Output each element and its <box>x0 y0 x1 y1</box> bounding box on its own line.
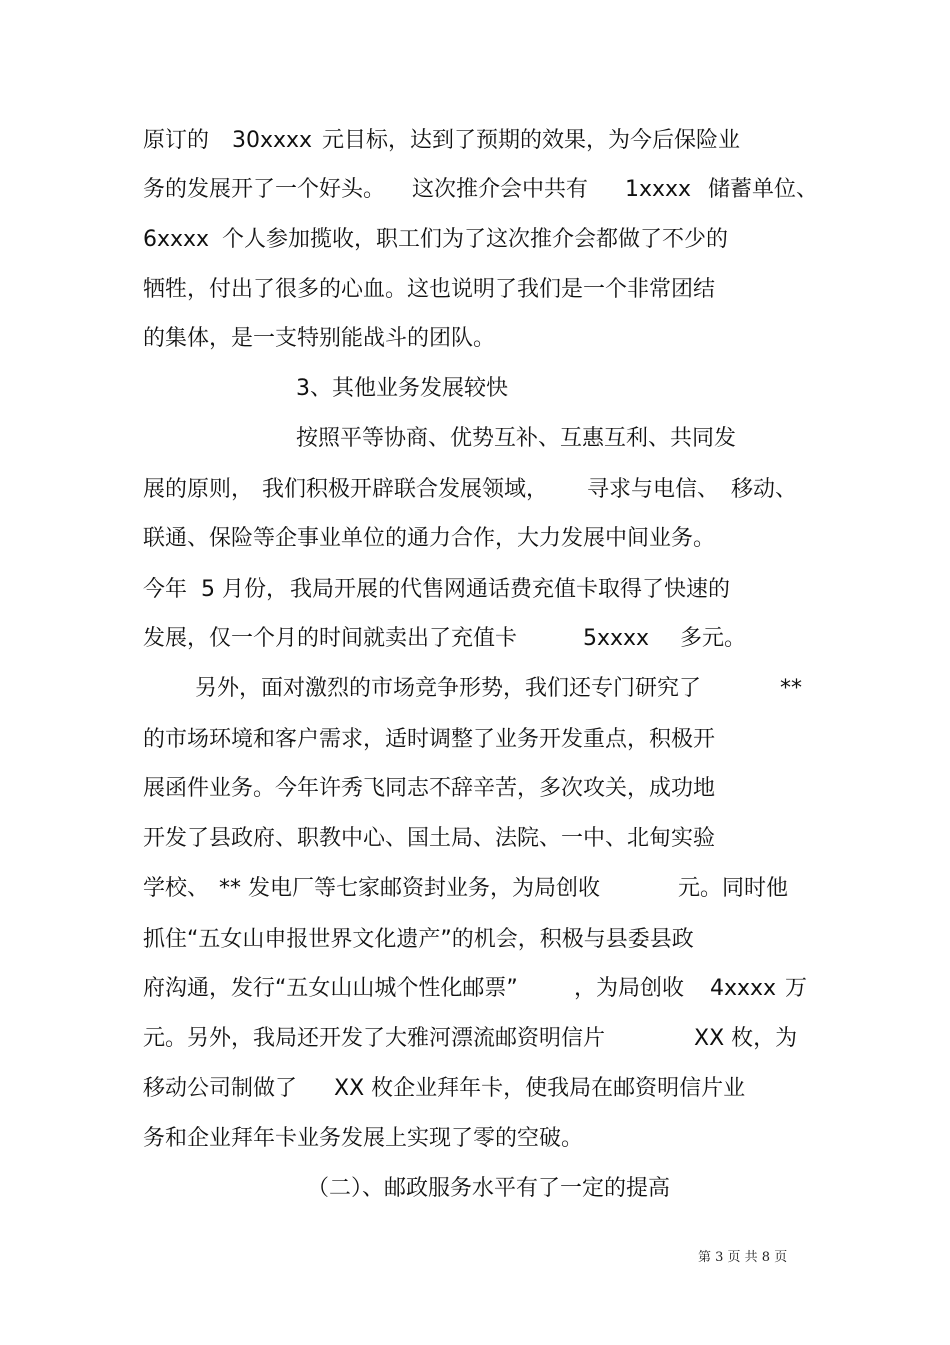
text-segment: 元。另外，我局还开发了大雅河漂流邮资明信片 <box>143 1026 606 1051</box>
text-segment: 务的发展开了一个好头。 <box>143 177 386 202</box>
text-segment: 牺牲，付出了很多的心血。这也说明了我们是一个非常团结 <box>143 277 716 302</box>
text-segment: 移动、 <box>731 477 798 502</box>
text-segment: 寻求与电信、 <box>587 477 720 502</box>
text-segment: 抓住“五女山申报世界文化遗产”的机会，积极与县委县政 <box>143 927 694 952</box>
text-segment: 4xxxx <box>710 976 777 1001</box>
text-segment: 今年 <box>143 577 188 602</box>
text-segment: XX 枚，为 <box>694 1026 798 1051</box>
text-segment: 按照平等协商、优势互补、互惠互利、共同发 <box>296 426 737 451</box>
text-segment: 另外，面对激烈的市场竞争形势，我们还专门研究了 <box>195 676 702 701</box>
text-segment: 府沟通，发行“五女山山城个性化邮票” <box>143 976 518 1001</box>
text-segment: 元。同时他 <box>678 876 789 901</box>
text-segment: ** 发电厂等七家邮资封业务，为局创收 <box>219 876 600 901</box>
page-footer: 第 3 页 共 8 页 <box>698 1250 788 1265</box>
text-segment: 多元。 <box>680 626 747 651</box>
text-segment: 1xxxx <box>625 177 692 202</box>
text-segment: 这次推介会中共有 <box>412 177 589 202</box>
text-segment: 6xxxx <box>143 227 210 252</box>
text-segment: 展函件业务。今年许秀飞同志不辞辛苦，多次攻关，成功地 <box>143 776 716 801</box>
text-segment: ，为局创收 <box>574 976 685 1001</box>
text-segment: 原订的 <box>143 128 210 153</box>
text-segment: 30xxxx <box>232 128 313 153</box>
text-segment: 学校、 <box>143 876 210 901</box>
text-segment: ** <box>780 676 802 701</box>
text-segment: （二）、邮政服务水平有了一定的提高 <box>307 1176 671 1201</box>
text-segment: 我局开展的代售网通话费充值卡取得了快速的 <box>290 577 731 602</box>
text-segment: 5 月份， <box>201 577 288 602</box>
text-segment: 联通、保险等企事业单位的通力合作，大力发展中间业务。 <box>143 526 716 551</box>
text-segment: 务和企业拜年卡业务发展上实现了零的空破。 <box>143 1126 584 1151</box>
text-segment: 万 <box>785 976 808 1001</box>
text-segment: 发展，仅一个月的时间就卖出了充值卡 <box>143 626 518 651</box>
text-segment: XX 枚企业拜年卡，使我局在邮资明信片业 <box>334 1076 746 1101</box>
text-segment: 开发了县政府、职教中心、国土局、法院、一中、北甸实验 <box>143 826 716 851</box>
text-segment: 的集体，是一支特别能战斗的团队。 <box>143 326 496 351</box>
text-segment: 展的原则， <box>143 477 254 502</box>
text-segment: 个人参加揽收，职工们为了这次推介会都做了不少的 <box>222 227 729 252</box>
text-segment: 3、其他业务发展较快 <box>296 376 508 401</box>
text-segment: 元目标，达到了预期的效果，为今后保险业 <box>322 128 741 153</box>
text-segment: 5xxxx <box>583 626 650 651</box>
text-segment: 我们积极开辟联合发展领域， <box>262 477 549 502</box>
text-segment: 储蓄单位、 <box>708 177 819 202</box>
text-segment: 的市场环境和客户需求，适时调整了业务开发重点，积极开 <box>143 727 716 752</box>
text-segment: 移动公司制做了 <box>143 1076 298 1101</box>
